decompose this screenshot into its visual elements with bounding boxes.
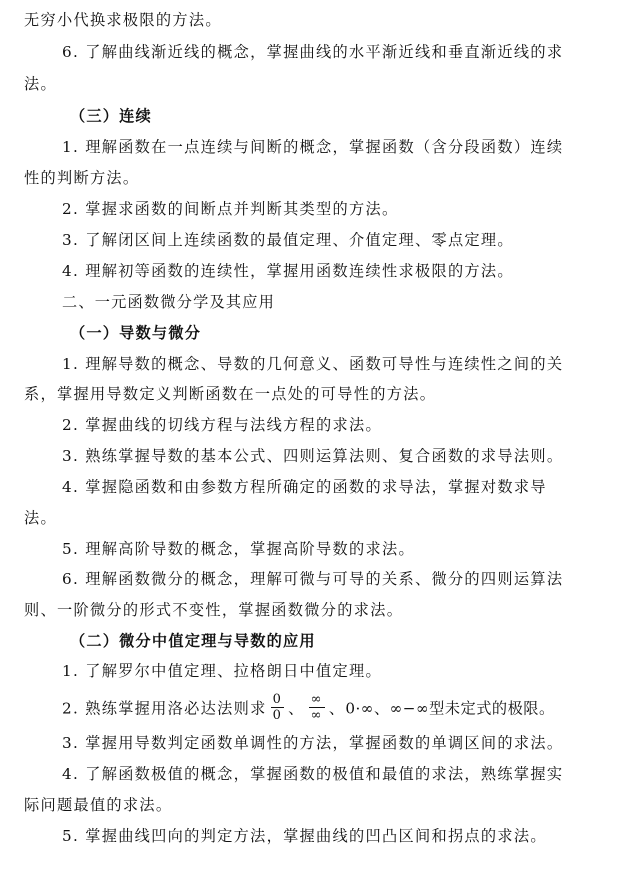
list-item-continuity-concept: 1. 理解函数在一点连续与间断的概念，掌握函数（含分段函数）连续: [62, 138, 564, 156]
paragraph-line: 法。: [24, 75, 57, 93]
list-item-implicit-derivative: 4. 掌握隐函数和由参数方程所确定的函数的求导法，掌握对数求导: [62, 478, 547, 496]
list-item-derivative-rules: 3. 熟练掌握导数的基本公式、四则运算法则、复合函数的求导法则。: [62, 447, 564, 465]
list-item-asymptote: 6. 了解曲线渐近线的概念，掌握曲线的水平渐近线和垂直渐近线的求: [62, 43, 564, 61]
fraction-infinity-over-infinity: [309, 692, 325, 723]
list-item-differential: 6. 理解函数微分的概念，理解可微与可导的关系、微分的四则运算法: [62, 570, 564, 588]
paragraph-line: 无穷小代换求极限的方法。: [24, 11, 222, 29]
section-heading-differential-calculus: 二、一元函数微分学及其应用: [62, 293, 276, 311]
section-heading-mean-value-theorem: （二）微分中值定理与导数的应用: [70, 632, 316, 650]
list-item-extremum: 4. 了解函数极值的概念，掌握函数的极值和最值的求法，熟练掌握实: [62, 765, 564, 783]
section-heading-derivative: （一）导数与微分: [70, 324, 202, 342]
list-item-concavity: 5. 掌握曲线凹向的判定方法，掌握曲线的凹凸区间和拐点的求法。: [62, 827, 547, 845]
fraction-numerator: ∞: [310, 692, 323, 707]
list-item-derivative-concept: 1. 理解导数的概念、导数的几何意义、函数可导性与连续性之间的关: [62, 355, 564, 373]
list-item-discontinuity: 2. 掌握求函数的间断点并判断其类型的方法。: [62, 200, 399, 218]
fraction-denominator: 0: [272, 708, 283, 723]
fraction-numerator: 0: [272, 692, 283, 707]
section-heading-continuity: （三）连续: [70, 107, 152, 125]
paragraph-line: 系，掌握用导数定义判断函数在一点处的可导性的方法。: [24, 385, 437, 403]
fraction-zero-over-zero: [271, 692, 285, 723]
fraction-denominator: ∞: [310, 708, 323, 723]
list-item-monotonicity: 3. 掌握用导数判定函数单调性的方法，掌握函数的单调区间的求法。: [62, 734, 564, 752]
list-item-lhopital: [62, 692, 609, 723]
separator: 、: [288, 699, 305, 718]
list-item-elementary-continuity: 4. 理解初等函数的连续性，掌握用函数连续性求极限的方法。: [62, 262, 514, 280]
paragraph-line: 法。: [24, 509, 57, 527]
lhopital-text-suffix: 0·∞、∞−∞型未定式的极限。: [345, 699, 555, 718]
paragraph-line: 性的判断方法。: [24, 169, 140, 187]
list-item-higher-order: 5. 理解高阶导数的概念，掌握高阶导数的求法。: [62, 540, 415, 558]
lhopital-text-prefix: 2. 熟练掌握用洛必达法则求: [62, 699, 267, 718]
paragraph-line: 则、一阶微分的形式不变性，掌握函数微分的求法。: [24, 601, 404, 619]
list-item-tangent-normal: 2. 掌握曲线的切线方程与法线方程的求法。: [62, 416, 382, 434]
list-item-closed-interval: 3. 了解闭区间上连续函数的最值定理、介值定理、零点定理。: [62, 231, 514, 249]
list-item-rolle-lagrange: 1. 了解罗尔中值定理、拉格朗日中值定理。: [62, 662, 382, 680]
separator: 、: [328, 699, 346, 718]
paragraph-line: 际问题最值的求法。: [24, 796, 173, 814]
